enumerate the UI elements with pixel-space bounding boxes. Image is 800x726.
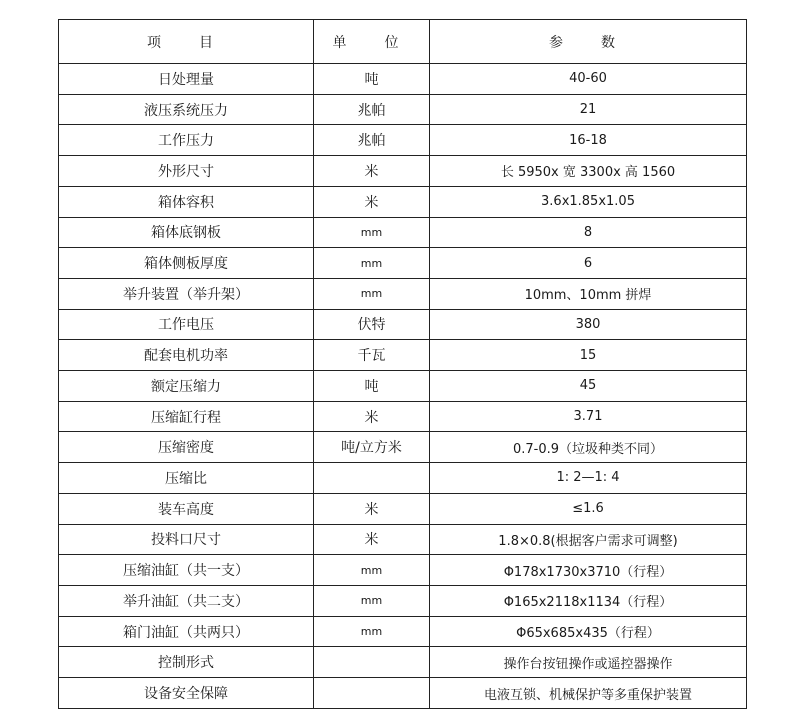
table-row [59,125,747,156]
row-item: 工作压力 [59,125,314,156]
row-item: 设备安全保障 [59,678,314,709]
row-unit: mm [314,585,430,616]
row-value: 3.6x1.85x1.05 [430,186,747,217]
row-item: 箱门油缸（共两只） [59,616,314,647]
row-value: 21 [430,94,747,125]
table-row [59,463,747,494]
row-value: 1.8×0.8(根据客户需求可调整) [430,524,747,555]
row-value: 16-18 [430,125,747,156]
table-row [59,94,747,125]
row-item: 日处理量 [59,64,314,95]
row-unit: 米 [314,493,430,524]
header-value: 参 数 [430,20,747,64]
row-item: 配套电机功率 [59,340,314,371]
header-unit: 单 位 [314,20,430,64]
row-value: Φ165x2118x1134（行程） [430,585,747,616]
table-row [59,64,747,95]
row-value: 380 [430,309,747,340]
row-value: 3.71 [430,401,747,432]
table-row [59,278,747,309]
row-value: 45 [430,371,747,402]
row-value: 长 5950x 宽 3300x 高 1560 [430,156,747,187]
row-value: 1: 2—1: 4 [430,463,747,494]
table-row [59,248,747,279]
table-row [59,555,747,586]
row-value: 6 [430,248,747,279]
row-item: 工作电压 [59,309,314,340]
row-item: 举升油缸（共二支） [59,585,314,616]
row-unit: mm [314,555,430,586]
table-row [59,217,747,248]
row-unit: mm [314,616,430,647]
row-unit: 兆帕 [314,94,430,125]
row-value: 10mm、10mm 拼焊 [430,278,747,309]
row-unit [314,647,430,678]
row-value: 8 [430,217,747,248]
row-item: 压缩缸行程 [59,401,314,432]
row-unit: mm [314,278,430,309]
row-item: 装车高度 [59,493,314,524]
table-row [59,186,747,217]
row-unit: 米 [314,524,430,555]
table-row [59,647,747,678]
table-row [59,493,747,524]
row-item: 箱体底钢板 [59,217,314,248]
row-value: Φ178x1730x3710（行程） [430,555,747,586]
table-row [59,340,747,371]
row-unit: 吨 [314,371,430,402]
row-value: 电液互锁、机械保护等多重保护装置 [430,678,747,709]
table-row [59,678,747,709]
row-item: 箱体容积 [59,186,314,217]
row-item: 压缩比 [59,463,314,494]
row-item: 控制形式 [59,647,314,678]
table-row [59,309,747,340]
row-value: ≤1.6 [430,493,747,524]
table-row [59,616,747,647]
row-value: 40-60 [430,64,747,95]
row-item: 压缩密度 [59,432,314,463]
header-item: 项 目 [59,20,314,64]
row-unit: mm [314,217,430,248]
table-row [59,432,747,463]
row-item: 投料口尺寸 [59,524,314,555]
row-unit: 吨/立方米 [314,432,430,463]
row-unit [314,463,430,494]
row-value: 操作台按钮操作或遥控器操作 [430,647,747,678]
row-value: 15 [430,340,747,371]
row-unit: 伏特 [314,309,430,340]
spec-table [58,19,747,709]
row-item: 箱体侧板厚度 [59,248,314,279]
row-unit: mm [314,248,430,279]
table-row [59,371,747,402]
row-unit: 米 [314,156,430,187]
table-row [59,401,747,432]
row-unit: 千瓦 [314,340,430,371]
table-row [59,524,747,555]
row-item: 额定压缩力 [59,371,314,402]
table-row [59,156,747,187]
row-unit: 兆帕 [314,125,430,156]
row-item: 举升装置（举升架） [59,278,314,309]
row-unit: 吨 [314,64,430,95]
row-value: 0.7-0.9（垃圾种类不同） [430,432,747,463]
row-item: 外形尺寸 [59,156,314,187]
row-unit: 米 [314,186,430,217]
row-unit [314,678,430,709]
row-unit: 米 [314,401,430,432]
table-row [59,585,747,616]
row-item: 液压系统压力 [59,94,314,125]
row-value: Φ65x685x435（行程） [430,616,747,647]
header-row [59,20,747,64]
row-item: 压缩油缸（共一支） [59,555,314,586]
